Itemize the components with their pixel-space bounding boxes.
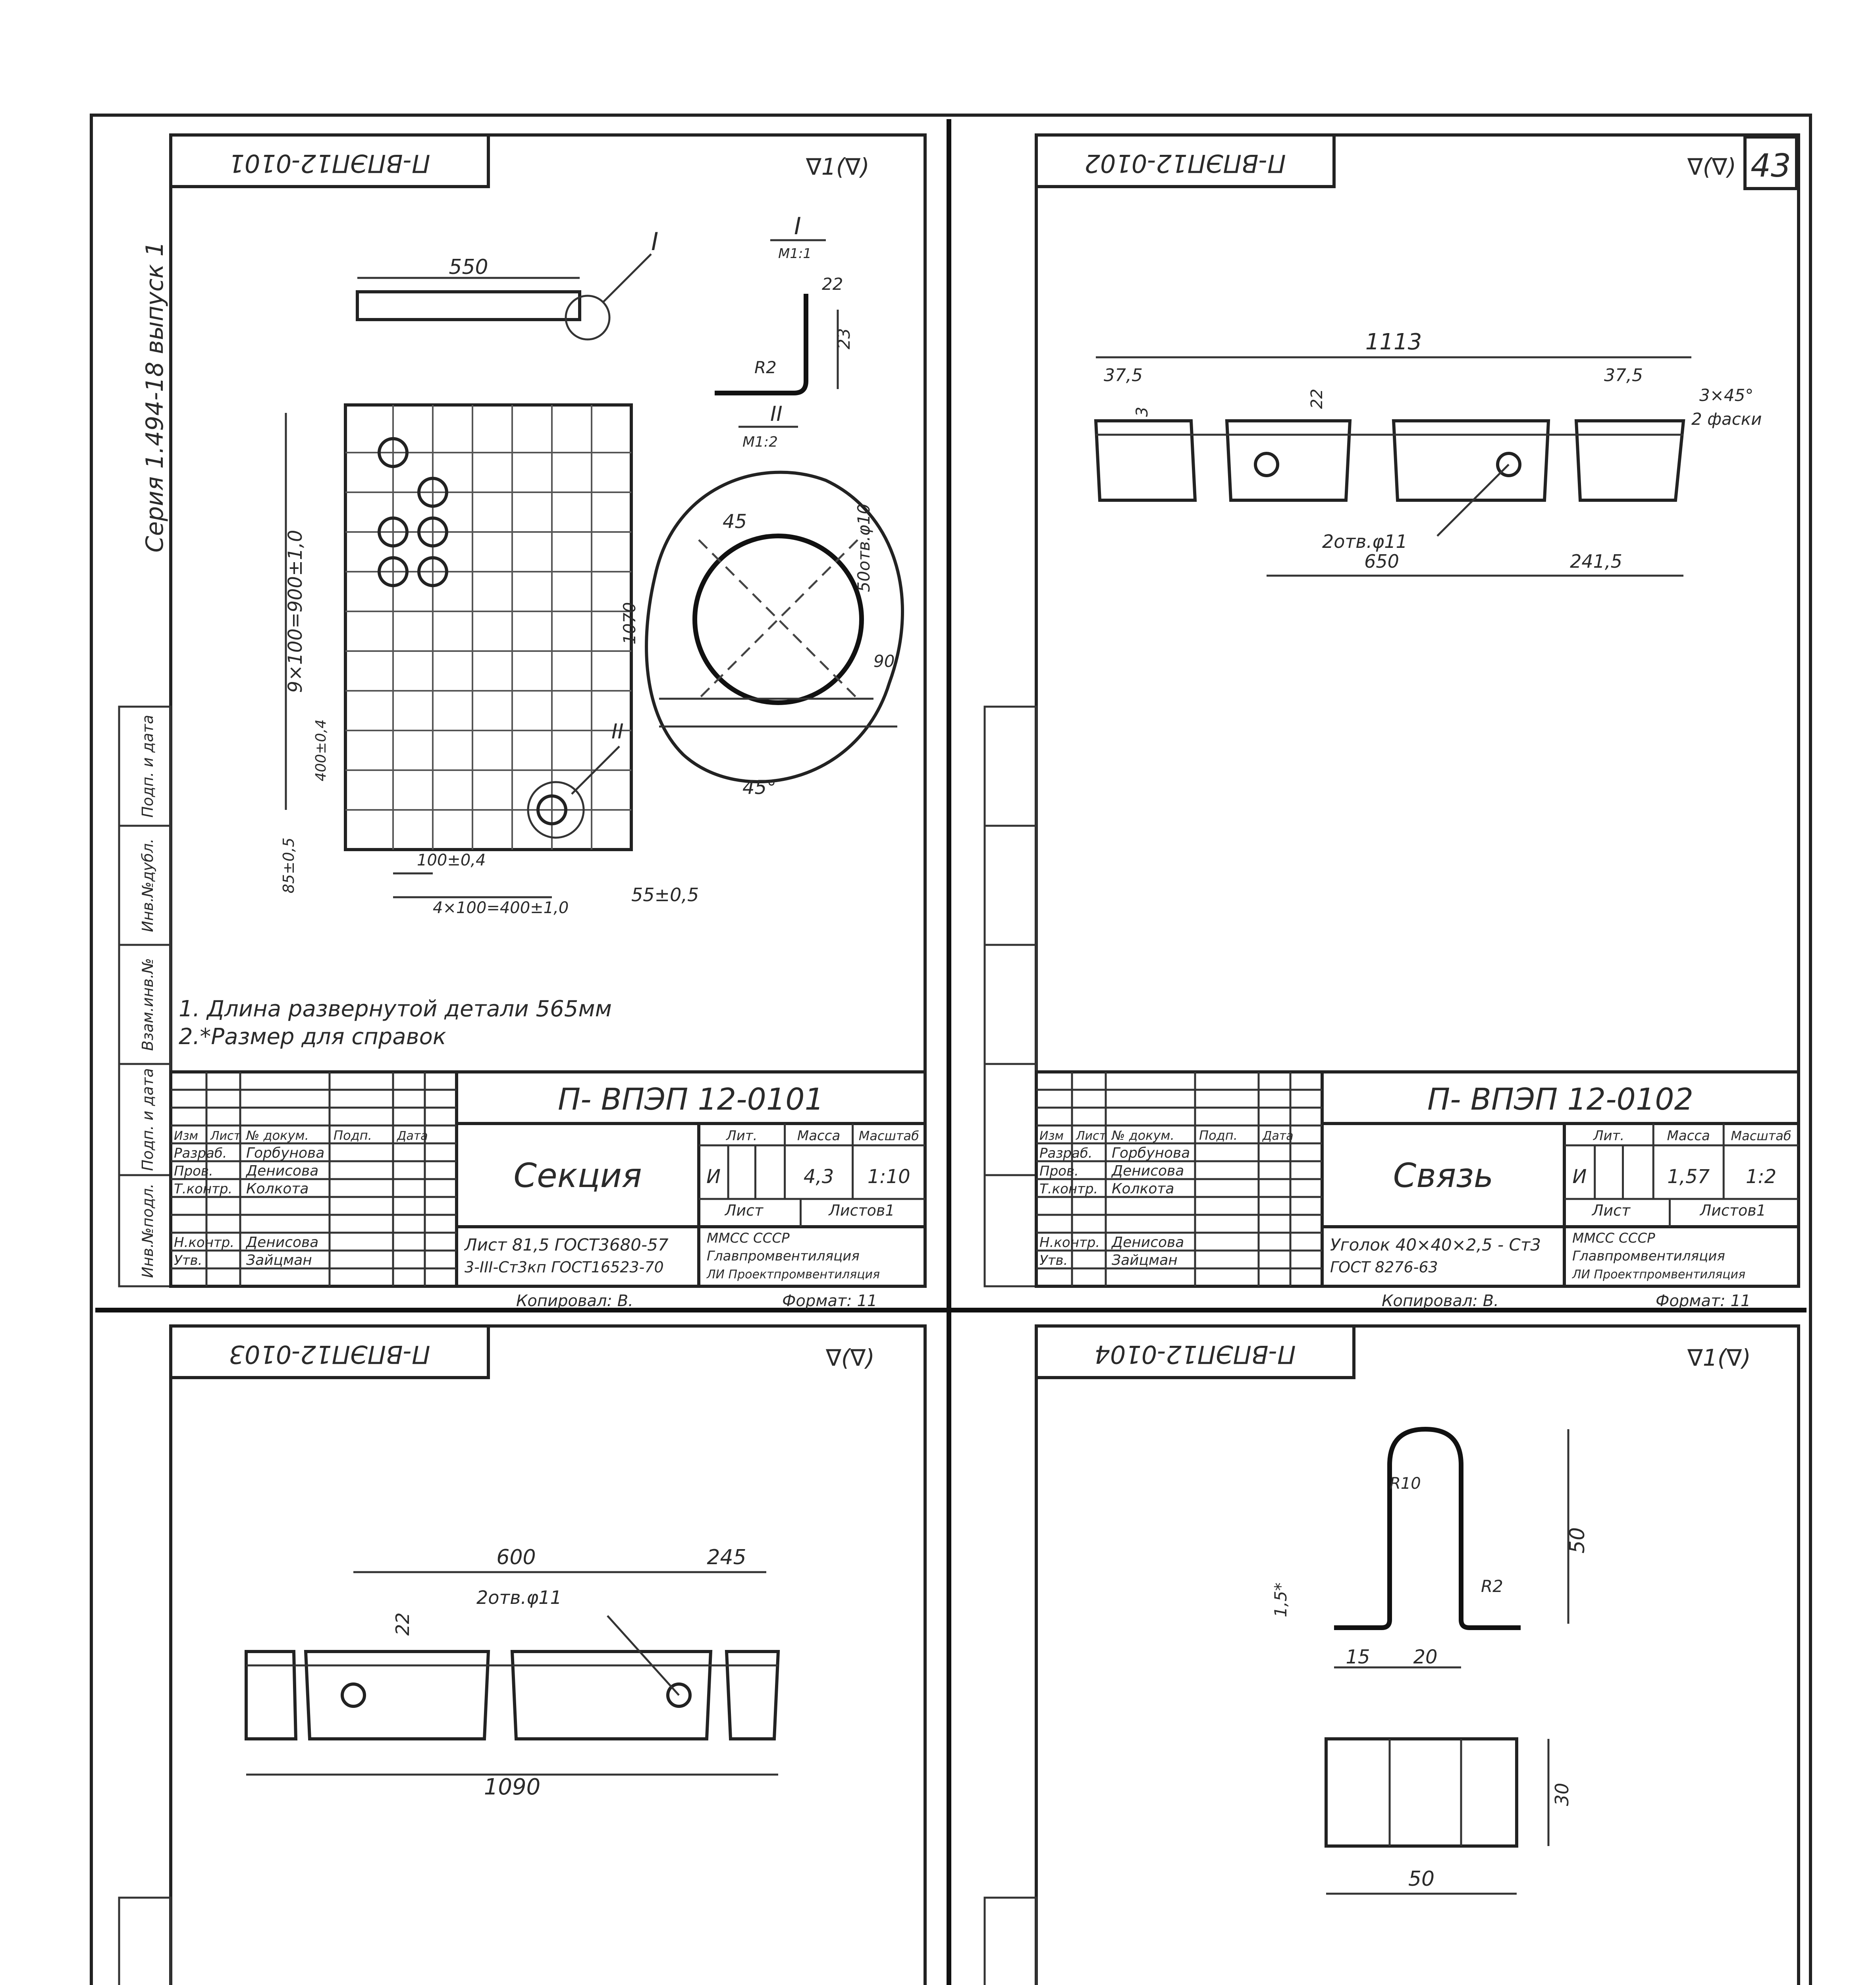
dim-1070: 1070 bbox=[620, 602, 639, 645]
holes-callout-0103: 2отв.φ11 bbox=[476, 1587, 562, 1608]
tb-lit-0102: И bbox=[1572, 1166, 1587, 1188]
dim-1113: 1113 bbox=[1365, 329, 1422, 355]
dim-100: 100±0,4 bbox=[417, 851, 486, 869]
sheet-0104-roughness: ∇1(∇) bbox=[1687, 1344, 1751, 1371]
tb-row-name: Зайцман bbox=[246, 1252, 312, 1268]
detail-I-profile bbox=[715, 294, 806, 393]
dim-600: 600 bbox=[496, 1546, 536, 1569]
sheet-0104 bbox=[985, 1326, 1799, 1985]
bar-segment-4 bbox=[1576, 421, 1683, 500]
dim-1-5: 1,5* bbox=[1271, 1582, 1290, 1617]
tb-row-name: Колкота bbox=[246, 1181, 309, 1197]
tb-material-2-0101: 3-III-Ст3кп ГОСТ16523-70 bbox=[465, 1258, 664, 1276]
tb-org-1: ММСС СССР bbox=[707, 1230, 790, 1246]
bar-segment-1 bbox=[1096, 421, 1195, 500]
tb-material-2-0102: ГОСТ 8276-63 bbox=[1330, 1258, 1438, 1276]
tb-hdr-mass: Масса bbox=[1667, 1128, 1710, 1144]
sheet-0104-top-code: П-ВПЭП12-0104 bbox=[1094, 1340, 1296, 1369]
series-label: Серия 1.494-18 выпуск 1 bbox=[141, 241, 169, 553]
dim-50-horizontal: 50 bbox=[1408, 1867, 1435, 1891]
tb-material-1-0102: Уголок 40×40×2,5 - Ст3 bbox=[1330, 1235, 1541, 1255]
view-II-mark: II bbox=[611, 720, 624, 744]
dim-22-bar: 22 bbox=[1308, 389, 1326, 409]
sheet-0103-margin-strip bbox=[119, 1898, 171, 1985]
sheet-0102-margin-strip bbox=[985, 707, 1036, 1286]
tb-col-doc: № докум. bbox=[1112, 1128, 1174, 1143]
tb-col-date: Дата bbox=[1263, 1129, 1294, 1143]
tb-sheets-label: Листов1 bbox=[1700, 1202, 1766, 1219]
note-1: 1. Длина развернутой детали 565мм bbox=[179, 996, 612, 1022]
dim-55: 55±0,5 bbox=[631, 884, 699, 906]
tb-row-label: Пров. bbox=[1039, 1163, 1079, 1179]
dim-grid-vertical: 9×100=900±1,0 bbox=[284, 530, 307, 693]
bar-hole-1 bbox=[1255, 453, 1278, 476]
dim-grid-horizontal: 4×100=400±1,0 bbox=[433, 899, 569, 917]
tb-hdr-lit: Лит. bbox=[1593, 1128, 1625, 1144]
tb-org-2: Главпромвентиляция bbox=[1572, 1248, 1725, 1264]
tb-material-1-0101: Лист 81,5 ГОСТ3680-57 bbox=[465, 1235, 669, 1255]
tb-format-0102: Формат: 11 bbox=[1656, 1292, 1751, 1310]
tb-hdr-scale: Масштаб bbox=[858, 1128, 919, 1143]
angle-45: 45 bbox=[723, 511, 747, 533]
tb-org-2: Главпромвентиляция bbox=[707, 1248, 860, 1264]
tb-row-label: Пров. bbox=[174, 1163, 213, 1179]
dim-3-bar: 3 bbox=[1133, 407, 1151, 417]
dim-650: 650 bbox=[1364, 551, 1399, 572]
margin-label-c: Взам.инв.№ bbox=[139, 958, 156, 1051]
tb-mass-0102: 1,57 bbox=[1667, 1166, 1710, 1188]
title-block-0101 bbox=[171, 1072, 925, 1310]
tb-sheet-label: Лист bbox=[1592, 1202, 1631, 1219]
dim-15: 15 bbox=[1346, 1646, 1370, 1668]
tb-hdr-lit: Лит. bbox=[726, 1128, 758, 1144]
sheet-0103-frame bbox=[171, 1326, 925, 1985]
tb-col-list: Лист bbox=[210, 1129, 241, 1143]
tb-designation-0102: П- ВПЭП 12-0102 bbox=[1427, 1081, 1693, 1117]
tb-col-izm: Изм bbox=[1039, 1129, 1064, 1143]
detail-II-scale: М1:2 bbox=[742, 434, 778, 450]
tb-row-name: Горбунова bbox=[246, 1145, 325, 1161]
tb-row-name: Денисова bbox=[246, 1163, 319, 1179]
tb-lit-0101: И bbox=[706, 1166, 721, 1188]
dim-37-5-right: 37,5 bbox=[1604, 365, 1643, 385]
dim-R2-0104: R2 bbox=[1481, 1576, 1503, 1596]
dim-30: 30 bbox=[1551, 1783, 1573, 1806]
tb-row-name: Денисова bbox=[246, 1234, 319, 1251]
tb-copied-0101: Копировал: В. bbox=[516, 1292, 633, 1310]
detail-I-scale: М1:1 bbox=[778, 246, 812, 262]
sheet-number: 43 bbox=[1751, 147, 1791, 184]
dim-50-vertical: 50 bbox=[1566, 1527, 1589, 1554]
dim-20: 20 bbox=[1413, 1646, 1438, 1668]
detail-II-title: II bbox=[770, 402, 783, 426]
dim-23-detail: 23 bbox=[834, 328, 854, 349]
tb-row-name: Колкота bbox=[1112, 1181, 1174, 1197]
stop-profile bbox=[1334, 1429, 1521, 1628]
tb-part-name-0101: Секция bbox=[513, 1156, 642, 1195]
bar-segment-2 bbox=[1227, 421, 1350, 500]
tb-row-label: Разраб. bbox=[174, 1145, 227, 1161]
tb-col-izm: Изм bbox=[174, 1129, 199, 1143]
tb-hdr-mass: Масса bbox=[797, 1128, 841, 1144]
dim-37-5-left: 37,5 bbox=[1104, 365, 1143, 385]
tb-row-name: Денисова bbox=[1112, 1234, 1184, 1251]
tb-col-sign: Подп. bbox=[1199, 1128, 1238, 1143]
tb-format-0101: Формат: 11 bbox=[782, 1292, 877, 1310]
tb-hdr-scale: Масштаб bbox=[1731, 1128, 1791, 1143]
chamfer-count: 2 фаски bbox=[1691, 409, 1762, 429]
tb-part-name-0102: Связь bbox=[1393, 1156, 1494, 1195]
chamfer-callout: 3×45° bbox=[1699, 385, 1754, 405]
dim-400: 400±0,4 bbox=[313, 719, 329, 782]
holes-callout: 50отв.φ10 bbox=[854, 503, 873, 592]
sheet-0101-roughness: ∇1(∇) bbox=[806, 153, 870, 180]
sheet-0103 bbox=[119, 1326, 925, 1985]
tb-mass-0101: 4,3 bbox=[803, 1166, 834, 1188]
tb-org-1: ММСС СССР bbox=[1572, 1230, 1655, 1246]
sheet-0102-top-code: П-ВПЭП12-0102 bbox=[1084, 149, 1286, 178]
tb-row-label: Утв. bbox=[174, 1253, 202, 1268]
dim-22-0103: 22 bbox=[392, 1612, 413, 1636]
dim-1090: 1090 bbox=[484, 1774, 541, 1800]
angle-45-deg: 45° bbox=[742, 777, 777, 799]
note-2: 2.*Размер для справок bbox=[179, 1024, 446, 1050]
title-block-0102 bbox=[1036, 1072, 1799, 1310]
dim-R10: R10 bbox=[1390, 1474, 1421, 1493]
margin-label-a: Подп. и дата bbox=[139, 715, 156, 818]
link-hole-1 bbox=[342, 1684, 364, 1706]
tb-org-3: ЛИ Проектпромвентиляция bbox=[1572, 1268, 1746, 1282]
sheet-0104-margin-strip bbox=[985, 1898, 1036, 1985]
perforated-panel bbox=[345, 405, 631, 850]
stop-plan-view bbox=[1326, 1739, 1517, 1846]
tb-col-sign: Подп. bbox=[334, 1128, 372, 1143]
tb-row-name: Денисова bbox=[1112, 1163, 1184, 1179]
sheet-0103-roughness: ∇(∇) bbox=[826, 1344, 875, 1371]
dim-245: 245 bbox=[707, 1546, 746, 1569]
tb-col-date: Дата bbox=[397, 1129, 428, 1143]
tb-sheet-label: Лист bbox=[725, 1202, 764, 1219]
tb-row-name: Зайцман bbox=[1112, 1252, 1178, 1268]
sheet-0103-top-code: П-ВПЭП12-0103 bbox=[229, 1340, 430, 1369]
margin-label-b: Инв.№дубл. bbox=[139, 838, 156, 932]
dim-85: 85±0,5 bbox=[280, 837, 297, 894]
tb-sheets-label: Листов1 bbox=[829, 1202, 895, 1219]
tb-scale-0101: 1:10 bbox=[867, 1166, 910, 1188]
tb-row-label: Н.контр. bbox=[1039, 1235, 1100, 1251]
margin-label-e: Инв.№подл. bbox=[139, 1183, 156, 1278]
dim-550: 550 bbox=[449, 255, 488, 279]
bar-segment-3 bbox=[1394, 421, 1548, 500]
dim-22-detail: 22 bbox=[822, 274, 843, 294]
detail-I-title: I bbox=[794, 212, 801, 240]
tb-row-label: Т.контр. bbox=[1039, 1181, 1098, 1197]
tb-designation-0101: П- ВПЭП 12-0101 bbox=[558, 1081, 824, 1117]
tb-col-doc: № докум. bbox=[246, 1128, 309, 1143]
tb-row-name: Горбунова bbox=[1112, 1145, 1190, 1161]
dim-241-5: 241,5 bbox=[1570, 551, 1622, 572]
detail-circle-I bbox=[566, 296, 609, 339]
strip-part bbox=[357, 292, 580, 320]
tb-row-label: Утв. bbox=[1039, 1253, 1068, 1268]
tb-col-list: Лист bbox=[1076, 1129, 1107, 1143]
view-I-mark: I bbox=[651, 227, 659, 256]
tb-row-label: Разраб. bbox=[1039, 1145, 1093, 1161]
dim-R2-detail: R2 bbox=[754, 358, 777, 377]
sheet-0102-roughness: ∇(∇) bbox=[1687, 153, 1736, 180]
dim-90: 90 bbox=[873, 651, 895, 671]
margin-label-d: Подп. и дата bbox=[139, 1068, 156, 1171]
tb-org-3: ЛИ Проектпромвентиляция bbox=[707, 1268, 880, 1282]
tb-row-label: Н.контр. bbox=[174, 1235, 235, 1251]
tb-copied-0102: Копировал: В. bbox=[1382, 1292, 1499, 1310]
tb-row-label: Т.контр. bbox=[174, 1181, 233, 1197]
holes-callout-0102: 2отв.φ11 bbox=[1322, 531, 1407, 552]
tb-scale-0102: 1:2 bbox=[1745, 1166, 1777, 1188]
sheet-0101-top-code: П-ВПЭП12-0101 bbox=[229, 149, 430, 178]
